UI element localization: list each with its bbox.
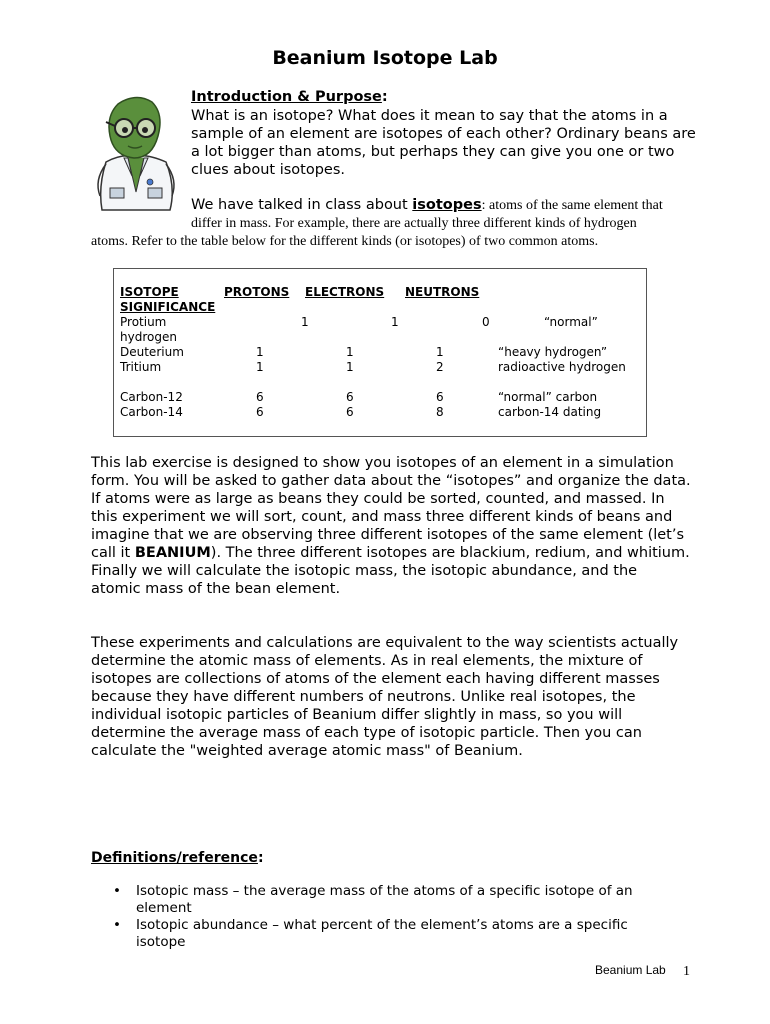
intro-text: What is an isotope? What does it mean to say that the atoms in a sample of an element are isotopes of each other? Ordinary beans are a lot bigger than atoms, but perhaps they can give you one or two clues about isotopes. [191, 108, 696, 178]
definitions-list [113, 883, 673, 951]
bullet-icon: • [113, 917, 121, 933]
row-tritium-protons: 1 [256, 360, 264, 374]
row-carbon14-electrons: 6 [346, 405, 354, 419]
row-tritium-name: Tritium [120, 360, 162, 374]
row-carbon14-name: Carbon-14 [120, 405, 183, 419]
row-deuterium-name: Deuterium [120, 345, 184, 359]
isotopes-definition-line2: differ in mass. For example, there are actually three different kinds of hydrogen [191, 216, 637, 231]
page-title: Beanium Isotope Lab [272, 47, 498, 69]
row-protium-electrons: 1 [391, 315, 399, 329]
row-deuterium-electrons: 1 [346, 345, 354, 359]
header-protons: PROTONS [224, 285, 290, 299]
row-carbon14-significance: carbon-14 dating [498, 405, 602, 419]
row-carbon14-protons: 6 [256, 405, 264, 419]
row-tritium-electrons: 1 [346, 360, 354, 374]
bullet-icon: • [113, 883, 121, 899]
footer-label: Beanium Lab [595, 963, 666, 977]
row-deuterium-protons: 1 [256, 345, 264, 359]
row-carbon12-electrons: 6 [346, 390, 354, 404]
lab-description-paragraph: This lab exercise is designed to show you isotopes of an element in a simulation form. You will be asked to gather data about the “isotopes” and organize the data. If atoms were as large as beans they could be sorted, counted, and massed. In this experiment we will sort, count, and mass three different kinds of beans and imagine that we are observing three different isotopes of the same element (let’s call it BEANIUM). The three different isotopes are blackium, redium, and whitium. Finally we will calculate the isotopic mass, the isotopic abundance, and the atomic mass of the bean element. [91, 455, 691, 597]
row-tritium-significance: radioactive hydrogen [498, 360, 626, 374]
row-protium-name2: hydrogen [120, 330, 177, 344]
isotopes-definition-line1: We have talked in class about isotopes: atoms of the same element that [191, 197, 663, 213]
row-carbon12-significance: “normal” carbon [498, 390, 598, 404]
row-carbon12-neutrons: 6 [436, 390, 444, 404]
isotope-table [113, 268, 647, 437]
definitions-heading: Definitions/reference: [91, 850, 264, 866]
header-significance: SIGNIFICANCE [120, 300, 216, 314]
header-isotope: ISOTOPE [120, 285, 179, 299]
header-neutrons: NEUTRONS [405, 285, 480, 299]
row-protium-significance: “normal” [544, 315, 598, 329]
row-protium-protons: 1 [301, 315, 309, 329]
page-number: 1 [683, 964, 690, 979]
row-carbon12-name: Carbon-12 [120, 390, 183, 404]
scientists-paragraph: These experiments and calculations are equivalent to the way scientists actually determine the atomic mass of elements. As in real elements, the mixture of isotopes are collections of atoms of the element each having different masses because they have different numbers of neutrons. Unlike real isotopes, the individual isotopic particles of Beanium differ slightly in mass, so you will determine the average mass of each type of isotopic particle. Then you can calculate the "weighted average atomic mass" of Beanium. [91, 635, 679, 759]
intro-heading: Introduction & Purpose: [191, 89, 388, 105]
list-item: • Isotopic abundance – what percent of the element’s atoms are a specific isotope [113, 917, 628, 950]
row-carbon12-protons: 6 [256, 390, 264, 404]
list-item: • Isotopic mass – the average mass of the atoms of a specific isotope of an element [113, 883, 633, 916]
row-carbon14-neutrons: 8 [436, 405, 444, 419]
isotopes-definition-line3: atoms. Refer to the table below for the different kinds (or isotopes) of two common atoms. [91, 234, 599, 249]
row-deuterium-neutrons: 1 [436, 345, 444, 359]
bean-scientist-illustration [88, 92, 184, 212]
row-tritium-neutrons: 2 [436, 360, 444, 374]
header-electrons: ELECTRONS [305, 285, 385, 299]
row-protium-name: Protium [120, 315, 167, 329]
row-protium-neutrons: 0 [482, 315, 490, 329]
row-deuterium-significance: “heavy hydrogen” [498, 345, 608, 359]
